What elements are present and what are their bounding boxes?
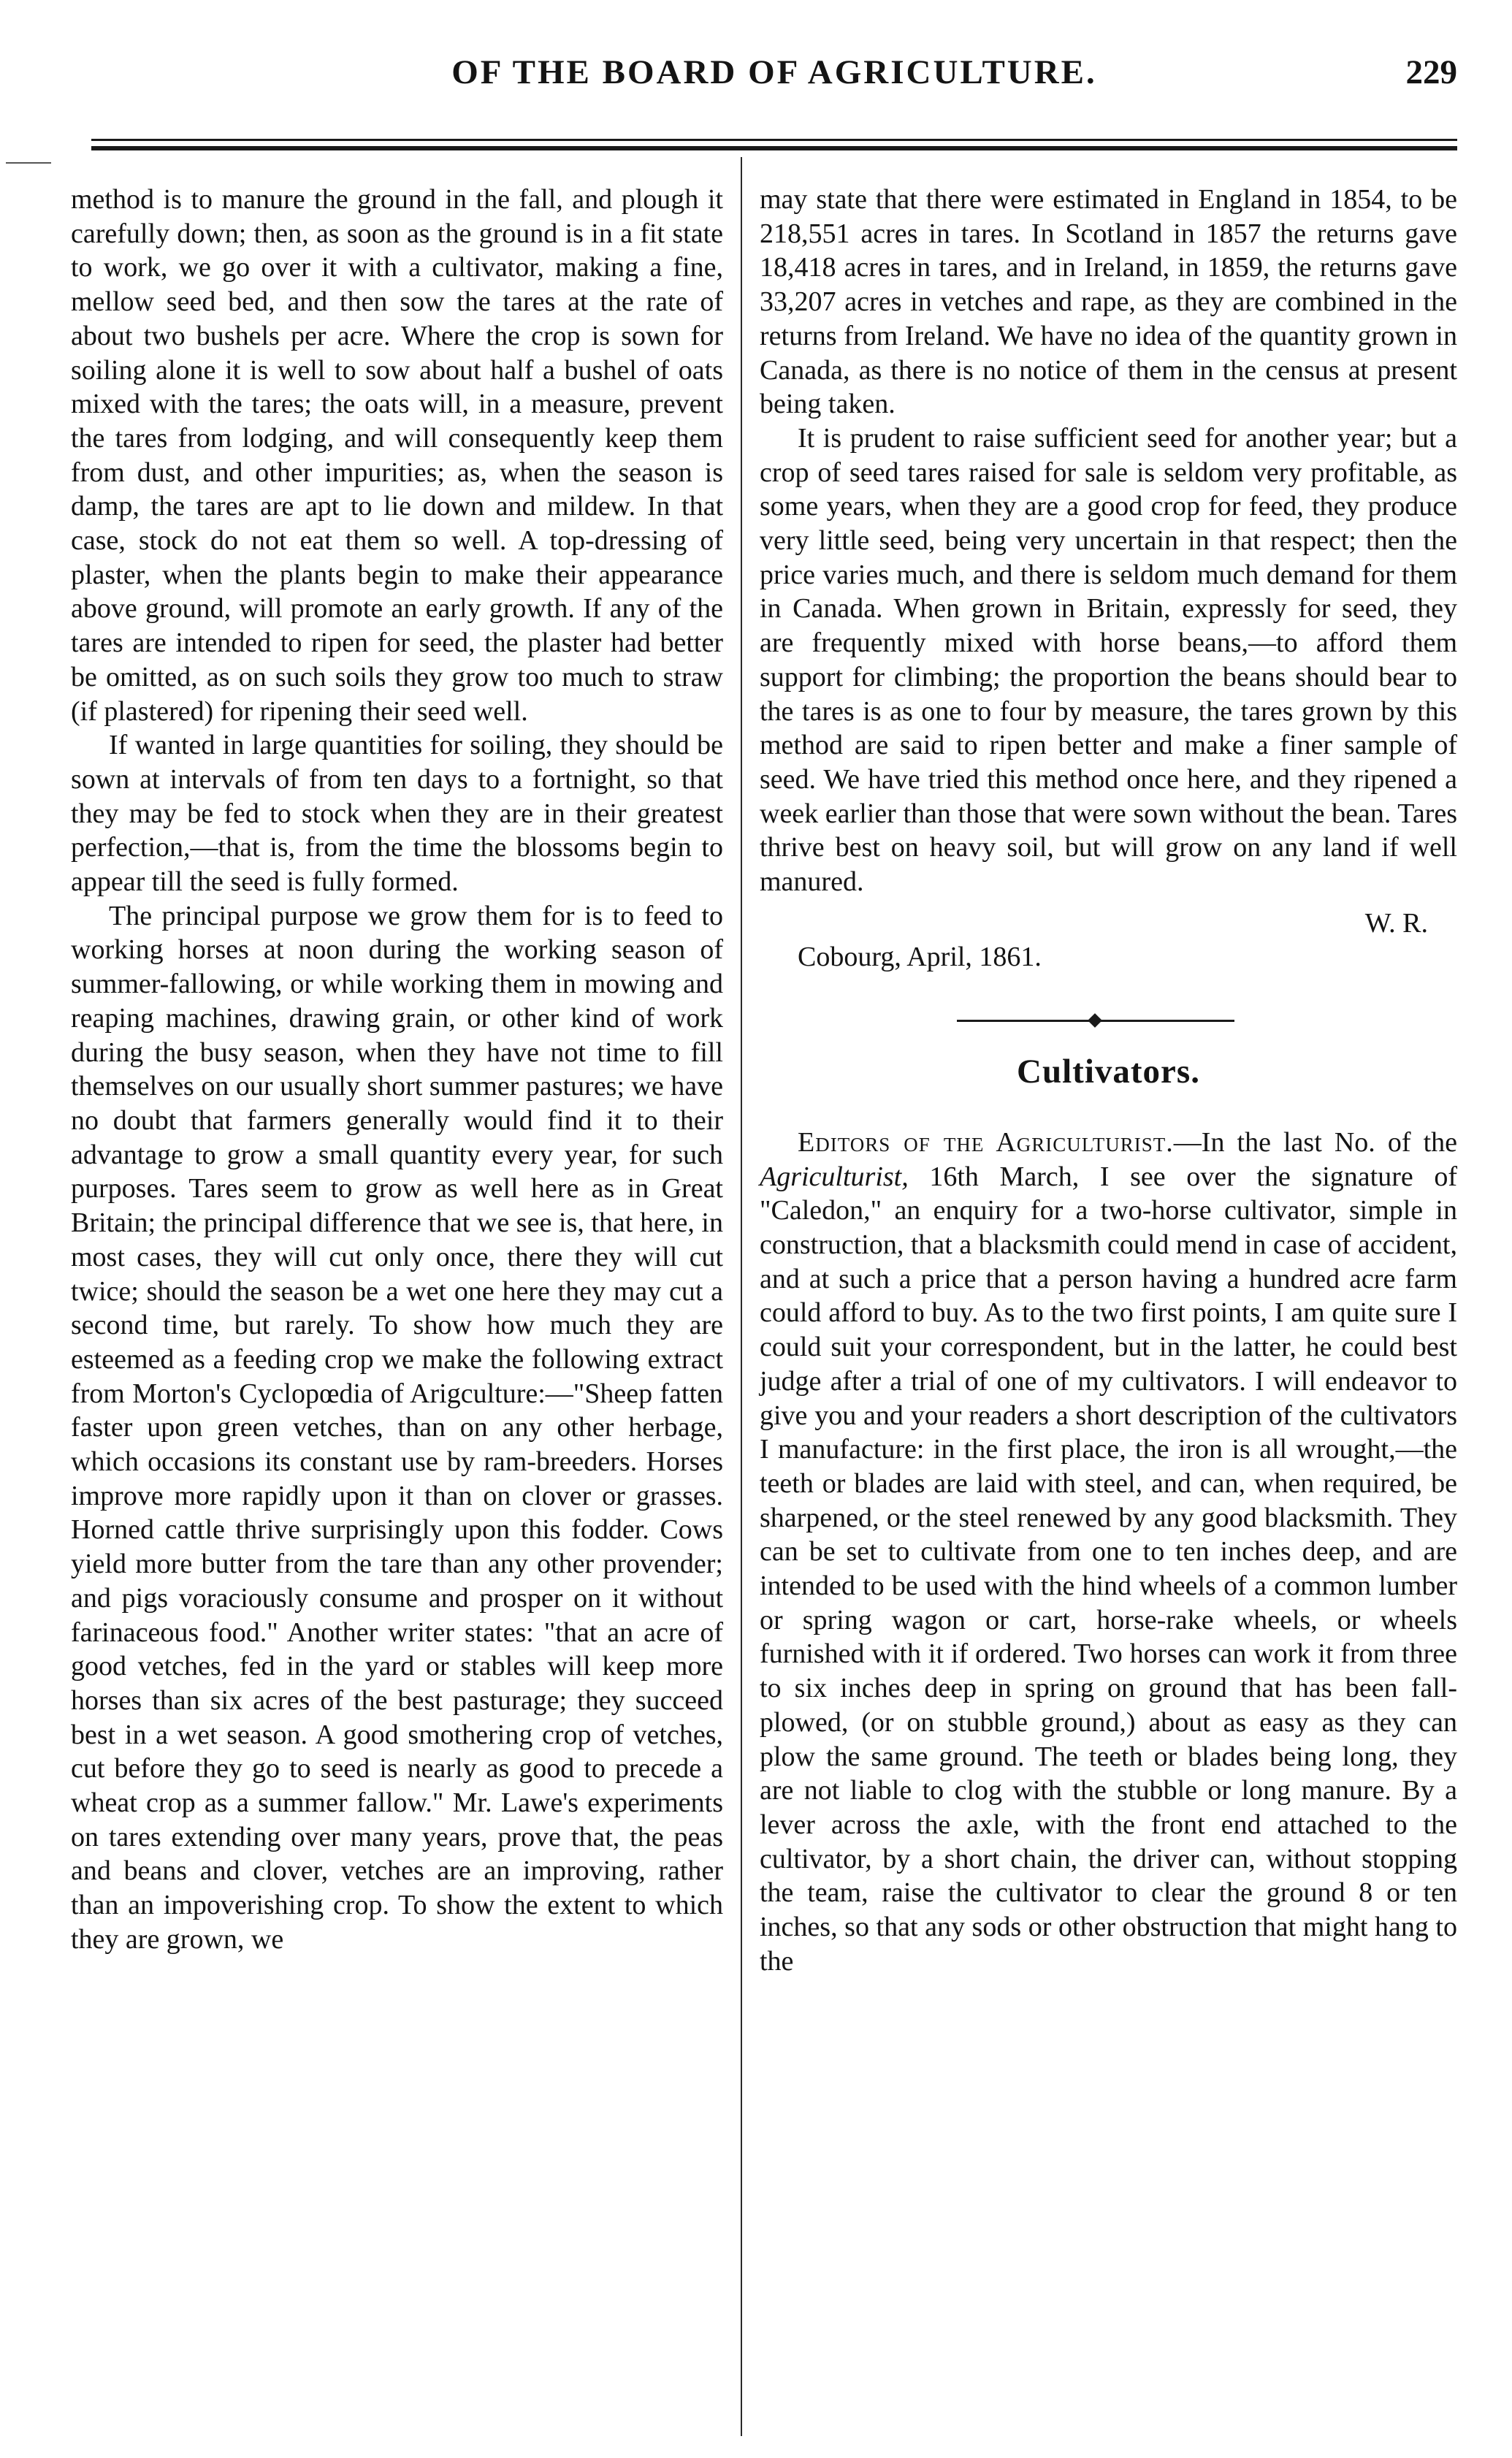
letter-text: 16th March, I see over the signature of "Caledon," an enquiry for a two-horse cultivator, simple in construction, that a blacksmith could mend in case of accident, and at such a price that a person having a hundred acre farm could afford to buy. As to the two first points, I am quite sure I could suit your correspondent, but in the latter, he could best judge after a trial of one of my cultivators. I will endeavor to give you and your readers a short description of the cultivators I manufacture: in the first place, the iron is all wrought,—the teeth or blades are laid with steel, and can, when required, be sharpened, or the steel renewed by any good blacksmith. They can be set to cultivate from one to ten inches deep, and are intended to be used with the hind wheels of a common lumber or spring wagon or cart, horse-rake wheels, or wheels furnished with it if ordered. Two horses can work it from three to six inches deep in spring on ground that has been fall-plowed, (or on stubble ground,) about as easy as they can plow the same ground. The teeth or blades being long, they are not liable to clog with the stubble or long manure. By a lever across the axle, with the front end attached to the cultivator, by a short chain, the driver can, without stopping the team, raise the cultivator to clear the ground 8 or ten inches, so that any sods or other obstruction that might hang to the (760, 1161, 1457, 1977)
letter-paragraph (760, 1126, 1457, 1979)
divider-ornament (1088, 1013, 1102, 1028)
right-column (760, 183, 1457, 1978)
signature-line (760, 907, 1457, 941)
publication-name: Agriculturist, (760, 1161, 909, 1192)
dateline: Cobourg, April, 1861. (798, 942, 1042, 973)
left-column (71, 183, 723, 1957)
author-signature: W. R. (1364, 907, 1428, 939)
running-title: OF THE BOARD OF AGRICULTURE. (451, 53, 1097, 91)
column-divider (741, 157, 742, 2436)
paragraph: The principal purpose we grow them for is to feed to working horses at noon during the working season of summer-fallowing, or while working them in mowing and reaping machines, drawing grain, or other kind of work during the busy season, when they have not time to fill themselves on our usually short summer pastures; we have no doubt that farmers generally would find it to their advantage to grow a small quantity every year, for such purposes. Tares seem to grow as well here as in Great Britain; the principal difference that we see is, that here, in most cases, they will cut only once, there they will cut twice; should the season be a wet one here they may cut a second time, but rarely. To show how much they are esteemed as a feeding crop we make the following extract from Morton's Cyclopœdia of Arigculture:—"Sheep fatten faster upon green vetches, than on any other herbage, which occasions its constant use by ram-breeders. Horses improve more rapidly upon it than on clover or grasses. Horned cattle thrive surprisingly upon this fodder. Cows yield more butter from the tare than any other provender; and pigs voraciously consume and prosper on it without farinaceous food." Another writer states: "that an acre of good vetches, fed in the yard or stables will keep more horses than six acres of the best pasturage; they succeed best in a wet season. A good smothering crop of vetches, cut before they go to seed is nearly as good to precede a wheat crop as a summer fallow." Mr. Lawe's experiments on tares extending over many years, prove that, the peas and beans and clover, vetches are an improving, rather than an impoverishing crop. To show the extent to which they are grown, we (71, 900, 723, 1955)
header-rule-thick (91, 146, 1457, 150)
margin-mark (6, 162, 51, 164)
section-divider (760, 996, 1457, 1040)
page-number: 229 (1405, 53, 1457, 91)
header-rule (91, 139, 1457, 141)
paragraph: method is to manure the ground in the fall, and plough it carefully down; then, as soon as the ground is in a fit state to work, we go over it with a cultivator, making a fine, mellow seed bed, and then sow the tares at the rate of about two bushels per acre. Where the crop is sown for soiling alone it is well to sow about half a bushel of oats mixed with the tares; the oats will, in a measure, prevent the tares from lodging, and will consequently keep them from dust, and other impurities; as, when the season is damp, the tares are apt to lie down and mildew. In that case, stock do not eat them so well. A top-dressing of plaster, when the plants begin to make their appearance above ground, will promote an early growth. If any of the tares are intended to ripen for seed, the plaster had better be omitted, as on such soils they grow too much to straw (if plastered) for ripening their seed well. (71, 184, 723, 727)
section-title: Cultivators. (1017, 1053, 1200, 1091)
letter-text: —In the last No. of the (1173, 1126, 1457, 1158)
page-header (91, 53, 1457, 104)
paragraph: If wanted in large quantities for soiling, they should be sown at intervals of from ten days to a fortnight, so that they may be fed to stock when they are in their greatest perfection,—that is, from the time the blossoms begin to appear till the seed is fully formed. (71, 730, 723, 898)
letter-salutation: Editors of the Agriculturist. (798, 1126, 1174, 1158)
paragraph: may state that there were estimated in England in 1854, to be 218,551 acres in tares. In Scotland in 1857 the returns gave 18,418 acres in tares, and in Ireland, in 1859, the returns gave 33,207 acres in vetches and rape, as they are combined in the returns from Ireland. We have no idea of the quantity grown in Canada, as there is no notice of them in the census at present being taken. (760, 184, 1457, 420)
paragraph: It is prudent to raise sufficient seed for another year; but a crop of seed tares raised for sale is seldom very profitable, as some years, when they are a good crop for feed, they produce very little seed, being very uncertain in that respect; then the price varies much, and there is seldom much demand for them in Canada. When grown in Britain, expressly for seed, they are frequently mixed with horse beans,—to afford them support for climbing; the proportion the beans should bear to the tares is as one to four by measure, the tares grown by this method are said to ripen better and make a finer sample of seed. We have tried this method once here, and they ripened a week earlier than those that were sown without the bean. Tares thrive best on heavy soil, but will grow on any land if well manured. (760, 422, 1457, 898)
